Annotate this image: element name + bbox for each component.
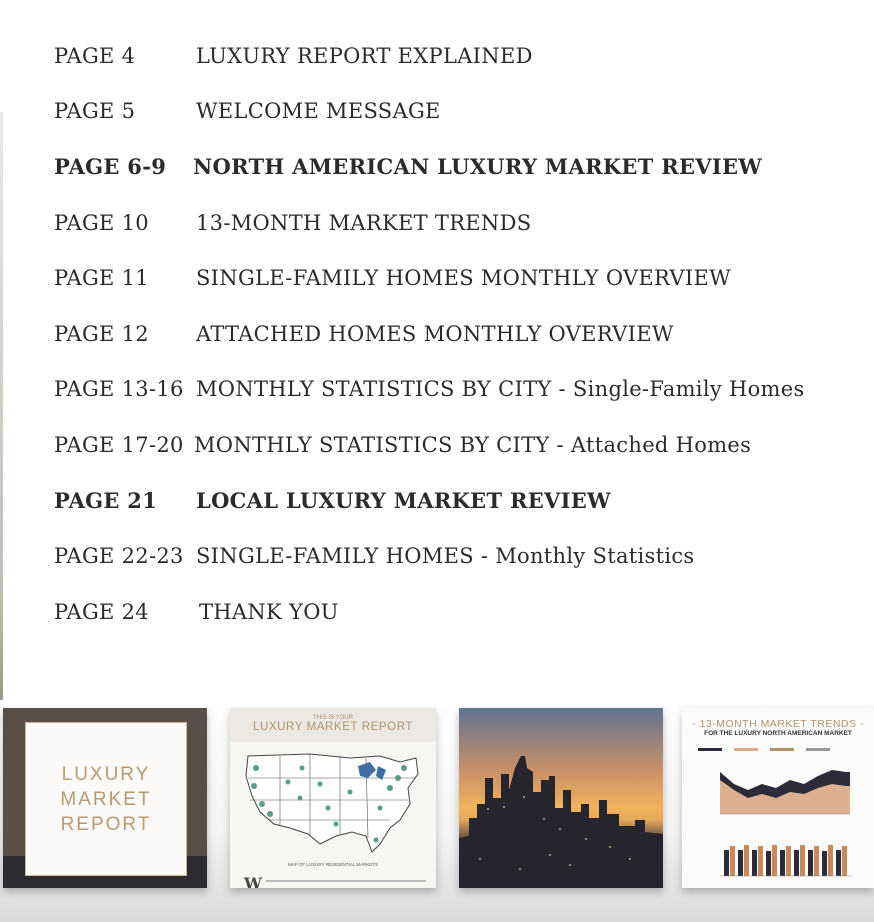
trends-subtitle: FOR THE LUXURY NORTH AMERICAN MARKET — [704, 730, 852, 737]
toc-row[interactable] — [54, 28, 854, 84]
cover-thumbnail[interactable] — [3, 708, 207, 888]
toc-row[interactable] — [54, 195, 854, 251]
usa-map-illustration — [240, 748, 426, 858]
trends-chart-thumbnail[interactable] — [682, 708, 874, 888]
toc-row[interactable] — [54, 528, 854, 584]
toc-page-number: PAGE 11 — [54, 266, 149, 291]
toc-page-number: PAGE 24 — [54, 599, 149, 624]
toc-row[interactable] — [54, 250, 854, 306]
city-skyline-thumbnail[interactable] — [459, 708, 663, 888]
toc-title: MONTHLY STATISTICS BY CITY - Single-Family Homes — [196, 377, 805, 402]
toc-title: MONTHLY STATISTICS BY CITY - Attached Homes — [194, 432, 752, 457]
cover-title-card — [25, 722, 187, 876]
map-caption: MAP OF LUXURY RESIDENTIAL MARKETS — [287, 862, 379, 867]
trends-chart-illustration — [694, 744, 866, 884]
toc-row[interactable] — [54, 584, 854, 640]
drop-cap-letter: W — [244, 874, 262, 888]
toc-row[interactable] — [54, 139, 854, 195]
toc-title: WELCOME MESSAGE — [196, 99, 441, 124]
cover-title-line: REPORT — [60, 813, 152, 835]
toc-page-number: PAGE 5 — [54, 99, 136, 124]
toc-row[interactable] — [54, 473, 854, 529]
toc-row[interactable] — [54, 84, 854, 140]
toc-page-number: PAGE 22-23 — [54, 544, 184, 569]
toc-page-number: PAGE 13-16 — [54, 377, 184, 402]
toc-page-number: PAGE 10 — [54, 210, 149, 235]
skyline-silhouette — [459, 708, 663, 888]
toc-row[interactable] — [54, 417, 854, 473]
toc-page-number: PAGE 6-9 — [54, 154, 167, 180]
toc-page-number: PAGE 12 — [54, 321, 149, 346]
toc-title: LOCAL LUXURY MARKET REVIEW — [196, 488, 611, 514]
thumbnail-strip — [0, 700, 874, 922]
trends-title: - 13-MONTH MARKET TRENDS - — [692, 718, 864, 730]
cover-title-line: MARKET — [60, 788, 152, 810]
toc-title: SINGLE-FAMILY HOMES - Monthly Statistics — [196, 544, 695, 569]
toc-row[interactable] — [54, 306, 854, 362]
toc-page-number: PAGE 4 — [54, 43, 136, 68]
toc-title: ATTACHED HOMES MONTHLY OVERVIEW — [196, 321, 674, 346]
toc-title: SINGLE-FAMILY HOMES MONTHLY OVERVIEW — [196, 266, 731, 291]
toc-page-number: PAGE 21 — [54, 488, 158, 514]
cover-title-line: LUXURY — [61, 763, 151, 785]
map-title: LUXURY MARKET REPORT — [252, 721, 414, 733]
map-thumbnail[interactable] — [230, 708, 436, 888]
toc-title: 13-MONTH MARKET TRENDS — [196, 210, 532, 235]
map-subtitle: THIS IS YOUR — [313, 715, 353, 721]
body-text-line — [266, 880, 426, 882]
toc-title: THANK YOU — [199, 599, 339, 624]
toc-title: NORTH AMERICAN LUXURY MARKET REVIEW — [193, 154, 763, 180]
table-of-contents — [54, 28, 854, 640]
toc-row[interactable] — [54, 362, 854, 418]
toc-title: LUXURY REPORT EXPLAINED — [196, 43, 533, 68]
toc-page-number: PAGE 17-20 — [54, 432, 184, 457]
map-header — [230, 708, 436, 742]
